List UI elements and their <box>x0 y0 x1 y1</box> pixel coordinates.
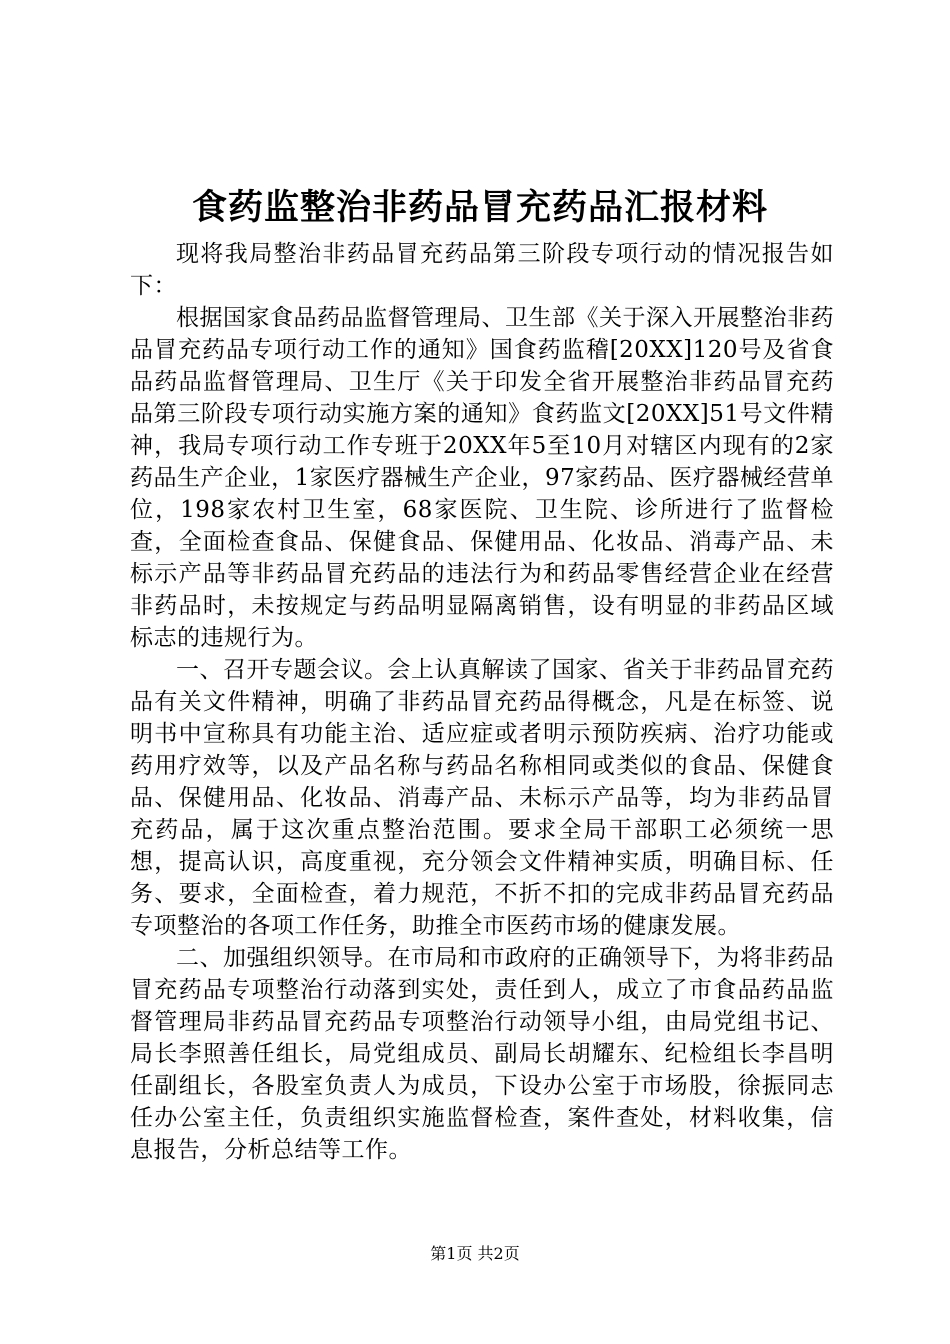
paragraph-background: 根据国家食品药品监督管理局、卫生部《关于深入开展整治非药品冒充药品专项行动工作的通知》国食药监稽[20XX]120号及省食品药品监督管理局、卫生厅《关于印发全省开展整治非药品冒充药品第三阶段专项行动实施方案的通知》食药监文[20XX]51号文件精神，我局专项行动工作专班于20XX年5至10月对辖区内现有的2家药品生产企业，1家医疗器械生产企业，97家药品、医疗器械经营单位，198家农村卫生室，68家医院、卫生院、诊所进行了监督检查，全面检查食品、保健食品、保健用品、化妆品、消毒产品、未标示产品等非药品冒充药品的违法行为和药品零售经营企业在经营非药品时，未按规定与药品明显隔离销售，设有明显的非药品区域标志的违规行为。 <box>130 305 834 651</box>
page-number-footer: 第1页 共2页 <box>430 1244 520 1263</box>
document-title: 食药监整治非药品冒充药品汇报材料 <box>191 187 768 228</box>
paragraph-section-one: 一、召开专题会议。会上认真解读了国家、省关于非药品冒充药品有关文件精神，明确了非药品冒充药品得概念，凡是在标签、说明书中宣称具有功能主治、适应症或者明示预防疾病、治疗功能或药用疗效等，以及产品名称与药品名称相同或类似的食品、保健食品、保健用品、化妆品、消毒产品、未标示产品等，均为非药品冒充药品，属于这次重点整治范围。要求全局干部职工必须统一思想，提高认识，高度重视，充分领会文件精神实质，明确目标、任务、要求，全面检查，着力规范，不折不扣的完成非药品冒充药品专项整治的各项工作任务，助推全市医药市场的健康发展。 <box>130 657 834 939</box>
paragraph-intro: 现将我局整治非药品冒充药品第三阶段专项行动的情况报告如下： <box>130 241 834 299</box>
document-body <box>130 238 834 1166</box>
paragraph-section-two: 二、加强组织领导。在市局和市政府的正确领导下，为将非药品冒充药品专项整治行动落到实处，责任到人，成立了市食品药品监督管理局非药品冒充药品专项整治行动领导小组，由局党组书记、局长李照善任组长，局党组成员、副局长胡耀东、纪检组长李昌明任副组长，各股室负责人为成员，下设办公室于市场股，徐振同志任办公室主任，负责组织实施监督检查，案件查处，材料收集，信息报告，分析总结等工作。 <box>130 945 834 1163</box>
